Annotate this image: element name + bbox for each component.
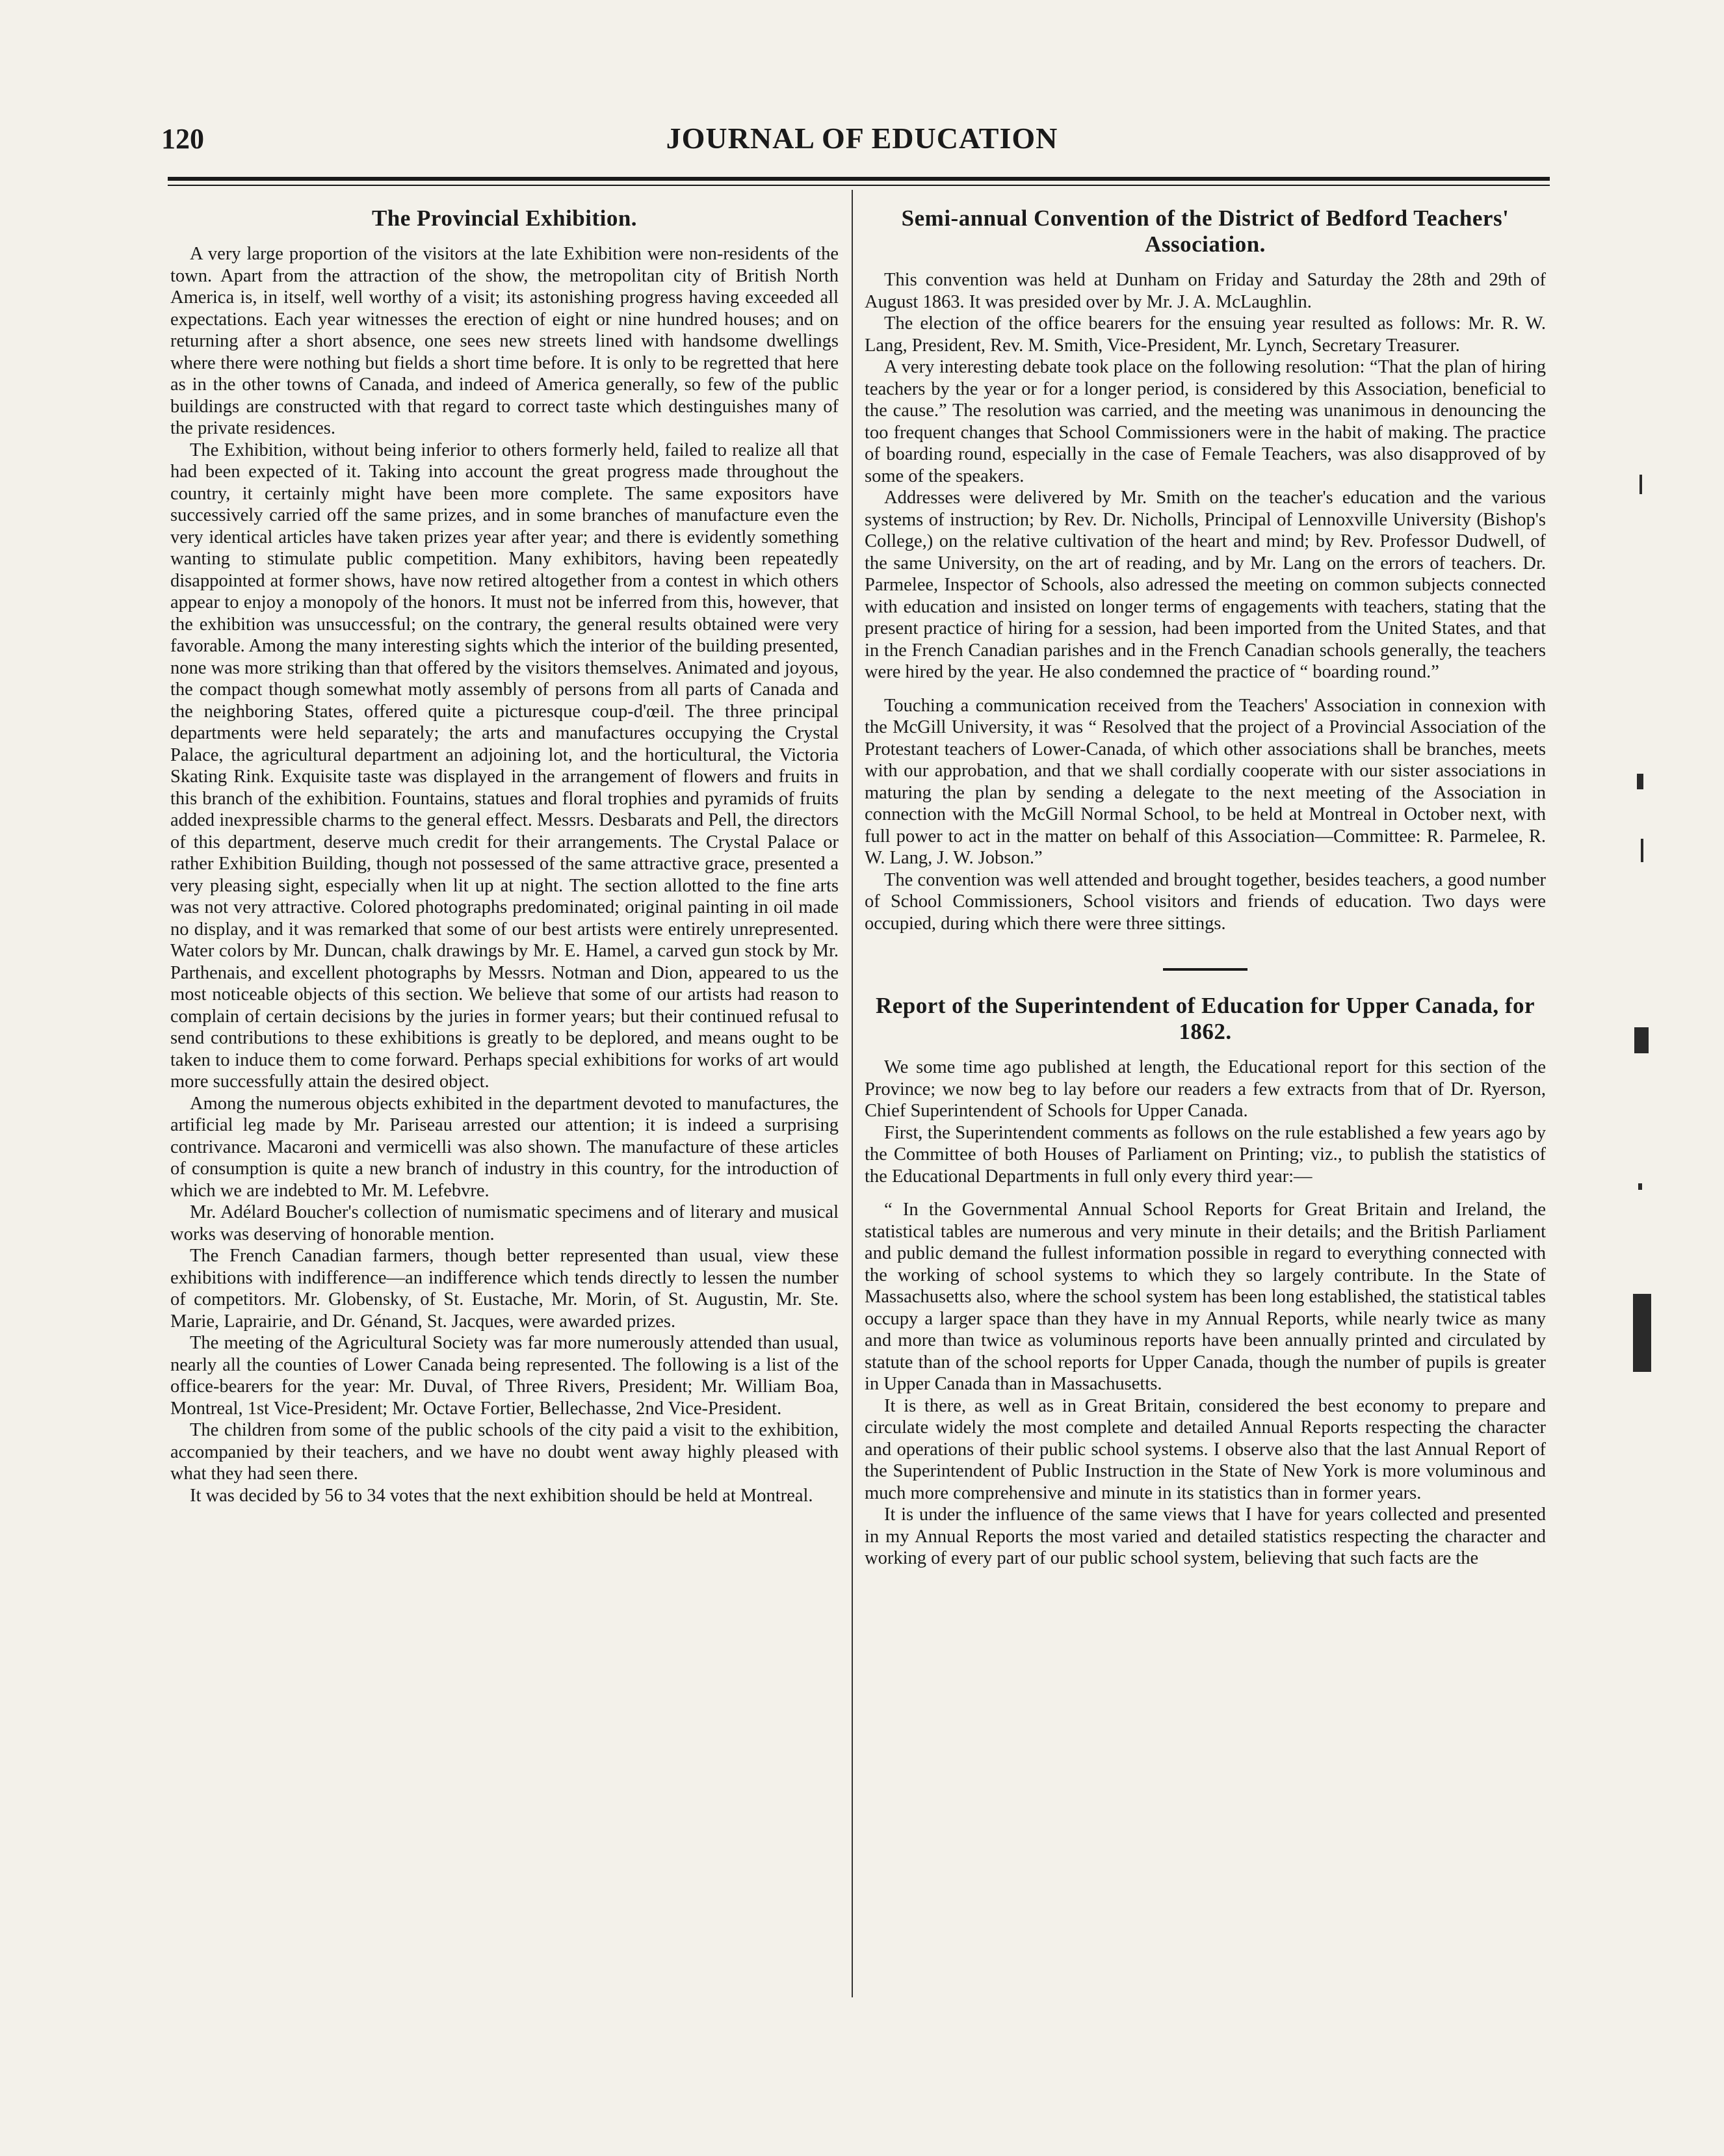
quoted-paragraph: It is there, as well as in Great Britain, considered the best economy to prepare and circulate widely the most complete and detailed Annual Reports respecting the character and operations of their public school systems. I observe also that the last Annual Report of the Superintendent of Public Instruction in the State of New York is more voluminous and much more comprehensive and minute in its statistics than in former years.: [865, 1395, 1546, 1503]
scan-mark: [1639, 475, 1642, 494]
column-divider: [852, 190, 853, 1997]
paragraph: A very interesting debate took place on the following resolution: “That the plan of hiring teachers by the year or for a longer period, is considered by this Association, beneficial to the cause.” The resolution was carried, and the meeting was unanimous in denouncing the too frequent changes that School Commissioners were in the habit of making. The practice of boarding round, especially in the case of Female Teachers, was also disapproved of by some of the speakers.: [865, 357, 1546, 486]
margin-scan-marks: [1625, 475, 1677, 1515]
scan-mark: [1634, 1027, 1649, 1053]
article-heading-provincial-exhibition: The Provincial Exhibition.: [371, 205, 638, 231]
scan-mark: [1633, 1294, 1651, 1372]
scan-mark: [1638, 1183, 1642, 1190]
paragraph: Addresses were delivered by Mr. Smith on the teacher's education and the various systems of instruction; by Rev. Dr. Nicholls, Principal of Lennoxville University (Bishop's College,) on the relative cultivation of the heart and mind; by Rev. Professor Dudwell, of the same University, on the art of reading, and by Mr. Lang on the errors of teachers. Dr. Parmelee, Inspector of Schools, also adressed the meeting on common subjects connected with education and insisted on longer terms of engagements with teachers, stating that the present practice of hiring for a session, had been imported from the United States, and that in the French Canadian parishes and in the French Canadian schools generally, the teachers were hired by the year. He also condemned the practice of “ boarding round.”: [865, 488, 1546, 682]
paragraph: We some time ago published at length, the Educational report for this section of the Province; we now beg to lay before our readers a few extracts from that of Dr. Ryerson, Chief Superintendent of Schools for Upper Canada.: [865, 1057, 1546, 1121]
paragraph: The election of the office bearers for the ensuing year resulted as follows: Mr. R. W. Lang, President, Rev. M. Smith, Vice-President, Mr. Lynch, Secretary Treasurer.: [865, 313, 1546, 356]
paragraph: This convention was held at Dunham on Friday and Saturday the 28th and 29th of August 1863. It was presided over by Mr. J. A. McLaughlin.: [865, 270, 1546, 312]
paragraph: First, the Superintendent comments as follows on the rule established a few years ago by the Committee of both Houses of Parliament on Printing; viz., to publish the statistics of the Educational Departments in full only every third year:—: [865, 1122, 1546, 1187]
section-divider: [1163, 968, 1247, 971]
paragraph: Touching a communication received from the Teachers' Association in connexion with the McGill University, it was “ Resolved that the project of a Provincial Association of the Protestant teachers of Lower-Canada, of which other associations shall be branches, meets with our approbation, and that we shall cordially cooperate with our sister associations in maturing the plan by sending a delegate to the next meeting of the Association in connection with the McGill Normal School, to be held at Montreal in October next, with full power to act in the matter on behalf of this Association—Committee: R. Parmelee, R. W. Lang, J. W. Jobson.”: [865, 695, 1546, 868]
paragraph: The French Canadian farmers, though better represented than usual, view these exhibitions with indifference—an indifference which tends directly to lessen the number of competitors. Mr. Globensky, of St. Eustache, Mr. Morin, of St. Augustin, Mr. Ste. Marie, Laprairie, and Dr. Génand, St. Jacques, were awarded prizes.: [170, 1246, 839, 1332]
right-column: [865, 202, 1546, 1570]
paragraph: The children from some of the public schools of the city paid a visit to the exhibition, accompanied by their teachers, and we have no doubt went away highly pleased with what they had seen there.: [170, 1420, 839, 1484]
paragraph: The Exhibition, without being inferior to others formerly held, failed to realize all that had been expected of it. Taking into account the great progress made throughout the country, it certainly might have been more complete. The same expositors have successively carried off the same prizes, and in some branches of manufacture even the very identical articles have taken prizes year after year; and there is evidently something wanting to stimulate public competition. Many exhibitors, having been repeatedly disappointed at former shows, have now retired altogether from a contest in which others appear to enjoy a monopoly of the honors. It must not be inferred from this, however, that the exhibition was unsuccessful; on the contrary, the general results obtained were very favorable. Among the many interesting sights which the interior of the building presented, none was more striking than that offered by the visitors themselves. Animated and joyous, the compact though somewhat motly assembly of persons from all parts of Canada and the neighboring States, offered quite a picturesque coup-d'œil. The three principal departments were held separately; the arts and manufactures occupying the Crystal Palace, the agricultural department an adjoining lot, and the horticultural, the Victoria Skating Rink. Exquisite taste was displayed in the arrangement of flowers and fruits in this branch of the exhibition. Fountains, statues and floral trophies and pyramids of fruits added inexpressible charms to the general effect. Messrs. Desbarats and Pell, the directors of this department, deserve much credit for their arrangements. The Crystal Palace or rather Exhibition Building, though not possessed of the same attractive grace, presented a very pleasing sight, especially when lit up at night. The section allotted to the fine arts was not very attractive. Colored photographs predominated; original painting in oil made no display, and it was remarked that some of our best artists were entirely unrepresented. Water colors by Mr. Duncan, chalk drawings by Mr. E. Hamel, a carved gun stock by Mr. Parthenais, and excellent photographs by Messrs. Notman and Dion, appeared to us the most noticeable objects of this section. We believe that some of our artists had reason to complain of certain decisions by the juries in former years; but their continued refusal to send contributions to these exhibitions is greatly to be deplored, and means ought to be taken to induce them to come forward. Perhaps special exhibitions for works of art would more successfully attain the desired object.: [170, 440, 839, 1092]
paragraph: It was decided by 56 to 34 votes that the next exhibition should be held at Montreal.: [190, 1485, 813, 1506]
paragraph: The meeting of the Agricultural Society was far more numerously attended than usual, nearly all the counties of Lower Canada being represented. The following is a list of the office-bearers for the year: Mr. Duval, of Three Rivers, President; Mr. William Boa, Montreal, 1st Vice-President; Mr. Octave Fortier, Bellechasse, 2nd Vice-President.: [170, 1333, 839, 1419]
article-heading-bedford-convention: Semi-annual Convention of the District of Bedford Teachers' Association.: [901, 205, 1509, 257]
page-number: 120: [161, 123, 204, 155]
article-heading-superintendent-report: Report of the Superintendent of Education for Upper Canada, for 1862.: [875, 993, 1535, 1044]
paragraph: The convention was well attended and brought together, besides teachers, a good number of School Commissioners, School visitors and friends of education. Two days were occupied, during which there were three sittings.: [865, 869, 1546, 934]
quoted-paragraph: “ In the Governmental Annual School Reports for Great Britain and Ireland, the statistical tables are numerous and very minute in their details; and the British Parliament and public demand the fullest information possible in regard to everything connected with the working of school systems to which they so largely contribute. In the State of Massachusetts also, where the school system has been long established, the statistical tables occupy a larger space than they have in my Annual Reports, while nearly twice as many and more than twice as voluminous reports have been annually printed and circulated by statute than of the school reports for Upper Canada, though the number of pupils is greater in Upper Canada than in Massachusetts.: [865, 1200, 1546, 1394]
paragraph: Among the numerous objects exhibited in the department devoted to manufactures, the artificial leg made by Mr. Pariseau arrested our attention; it is indeed a surprising contrivance. Macaroni and vermicelli was also shown. The manufacture of these articles of consumption is quite a new branch of industry in this country, for the introduction of which we are indebted to Mr. M. Lefebvre.: [170, 1093, 839, 1201]
journal-title: JOURNAL OF EDUCATION: [666, 122, 1058, 155]
quoted-paragraph: It is under the influence of the same views that I have for years collected and presented in my Annual Reports the most varied and detailed statistics respecting the character and working of every part of our public school system, believing that such facts are the: [865, 1505, 1546, 1568]
scan-mark: [1641, 839, 1643, 862]
left-column: [170, 202, 839, 1506]
header-rule-thick: [168, 177, 1550, 181]
paragraph: A very large proportion of the visitors at the late Exhibition were non-residents of the town. Apart from the attraction of the show, the metropolitan city of British North America is, in itself, well worthy of a visit; its astonishing progress having exceeded all expectations. Each year witnesses the erection of eight or nine hundred houses; and on returning after a short absence, one sees new streets lined with handsome dwellings where there were nothing but fields a short time before. It is only to be regretted that here as in the other towns of Canada, and indeed of America generally, so few of the public buildings are constructed with that regard to correct taste which destinguishes many of the private residences.: [170, 244, 839, 438]
scan-mark: [1637, 774, 1643, 789]
paragraph: Mr. Adélard Boucher's collection of numismatic specimens and of literary and musical works was deserving of honorable mention.: [170, 1202, 839, 1244]
header-rule-thin: [168, 185, 1550, 186]
